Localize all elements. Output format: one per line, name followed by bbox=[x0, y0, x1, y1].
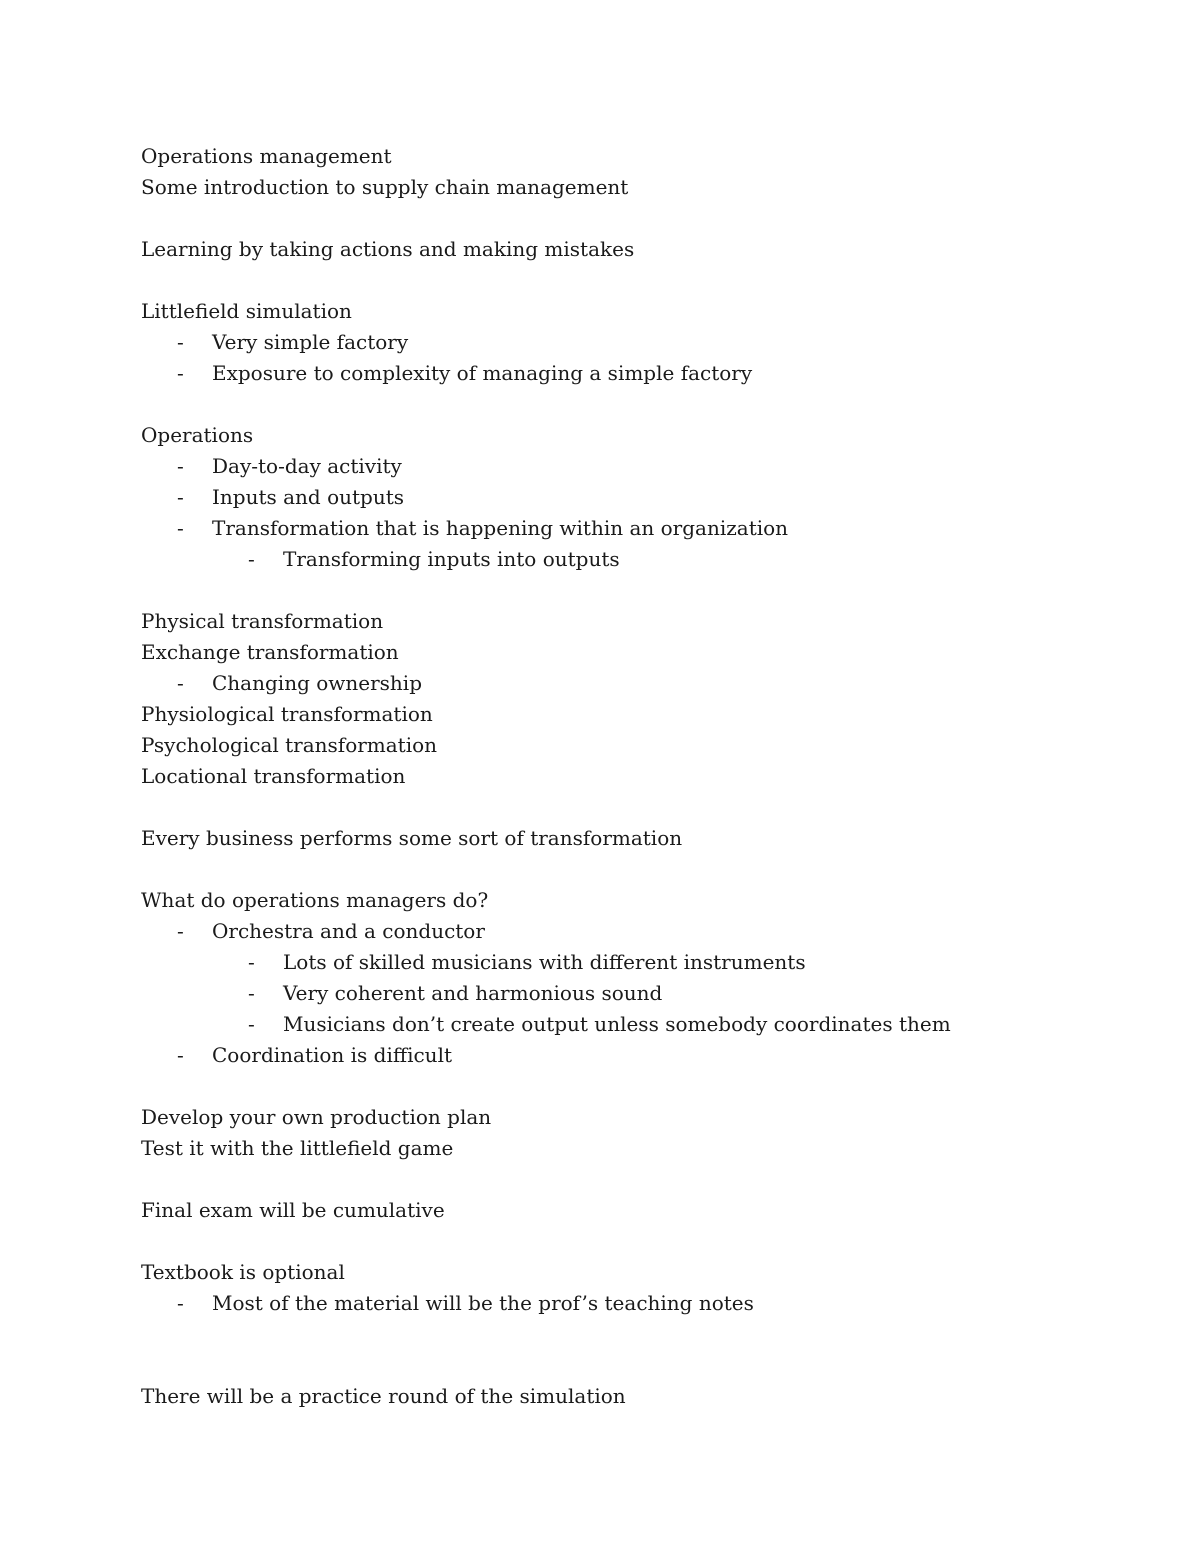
paragraph-locational: Locational transformation bbox=[141, 764, 406, 788]
dash-bullet: - bbox=[177, 516, 184, 540]
heading-managers: What do operations managers do? bbox=[141, 888, 489, 912]
dash-bullet: - bbox=[177, 919, 184, 943]
list-item-text: Very simple factory bbox=[212, 330, 409, 354]
list-item-text: Transformation that is happening within an organization bbox=[212, 516, 789, 540]
paragraph-exam: Final exam will be cumulative bbox=[141, 1198, 445, 1222]
spacer bbox=[141, 389, 1121, 420]
sub-list-item bbox=[141, 1009, 1121, 1040]
spacer bbox=[141, 1319, 1121, 1381]
dash-bullet: - bbox=[177, 485, 184, 509]
sub-list-item-text: Very coherent and harmonious sound bbox=[283, 981, 663, 1005]
paragraph-physiological: Physiological transformation bbox=[141, 702, 433, 726]
dash-bullet: - bbox=[177, 361, 184, 385]
sub-list-item bbox=[141, 978, 1121, 1009]
dash-bullet: - bbox=[248, 1012, 255, 1036]
sub-list-item-text: Lots of skilled musicians with different instruments bbox=[283, 950, 806, 974]
dash-bullet: - bbox=[177, 454, 184, 478]
list-item bbox=[141, 1288, 1121, 1319]
dash-bullet: - bbox=[177, 1043, 184, 1067]
dash-bullet: - bbox=[248, 950, 255, 974]
spacer bbox=[141, 792, 1121, 823]
list-item-text: Inputs and outputs bbox=[212, 485, 405, 509]
spacer bbox=[141, 265, 1121, 296]
dash-bullet: - bbox=[248, 981, 255, 1005]
spacer bbox=[141, 575, 1121, 606]
spacer bbox=[141, 1164, 1121, 1195]
list-item bbox=[141, 1040, 1121, 1071]
list-item-text: Most of the material will be the prof’s teaching notes bbox=[212, 1291, 754, 1315]
paragraph-test: Test it with the littlefield game bbox=[141, 1136, 454, 1160]
paragraph-exchange: Exchange transformation bbox=[141, 640, 399, 664]
list-item-text: Coordination is difficult bbox=[212, 1043, 452, 1067]
list-item bbox=[141, 327, 1121, 358]
paragraph-practice: There will be a practice round of the simulation bbox=[141, 1384, 626, 1408]
notes-body bbox=[141, 141, 1121, 1412]
list-item bbox=[141, 358, 1121, 389]
paragraph-psychological: Psychological transformation bbox=[141, 733, 438, 757]
dash-bullet: - bbox=[177, 330, 184, 354]
notes-subtitle: Some introduction to supply chain management bbox=[141, 175, 629, 199]
sub-list-item bbox=[141, 947, 1121, 978]
paragraph-plan: Develop your own production plan bbox=[141, 1105, 492, 1129]
paragraph-physical: Physical transformation bbox=[141, 609, 384, 633]
dash-bullet: - bbox=[177, 1291, 184, 1315]
list-item bbox=[141, 916, 1121, 947]
list-item bbox=[141, 451, 1121, 482]
list-item bbox=[141, 513, 1121, 544]
list-item-text: Day-to-day activity bbox=[212, 454, 402, 478]
paragraph-learning: Learning by taking actions and making mistakes bbox=[141, 237, 635, 261]
sub-list-item-text: Musicians don’t create output unless somebody coordinates them bbox=[283, 1012, 951, 1036]
heading-littlefield: Littlefield simulation bbox=[141, 299, 352, 323]
list-item-text: Exposure to complexity of managing a simple factory bbox=[212, 361, 753, 385]
dash-bullet: - bbox=[248, 547, 255, 571]
sub-list-item-text: Transforming inputs into outputs bbox=[283, 547, 620, 571]
list-item bbox=[141, 482, 1121, 513]
paragraph-every-business: Every business performs some sort of transformation bbox=[141, 826, 683, 850]
notes-title: Operations management bbox=[141, 144, 392, 168]
list-item-text: Changing ownership bbox=[212, 671, 423, 695]
spacer bbox=[141, 1071, 1121, 1102]
list-item bbox=[141, 668, 1121, 699]
list-item-text: Orchestra and a conductor bbox=[212, 919, 485, 943]
spacer bbox=[141, 854, 1121, 885]
sub-list-item bbox=[141, 544, 1121, 575]
heading-operations: Operations bbox=[141, 423, 254, 447]
heading-textbook: Textbook is optional bbox=[141, 1260, 345, 1284]
spacer bbox=[141, 1226, 1121, 1257]
dash-bullet: - bbox=[177, 671, 184, 695]
spacer bbox=[141, 203, 1121, 234]
